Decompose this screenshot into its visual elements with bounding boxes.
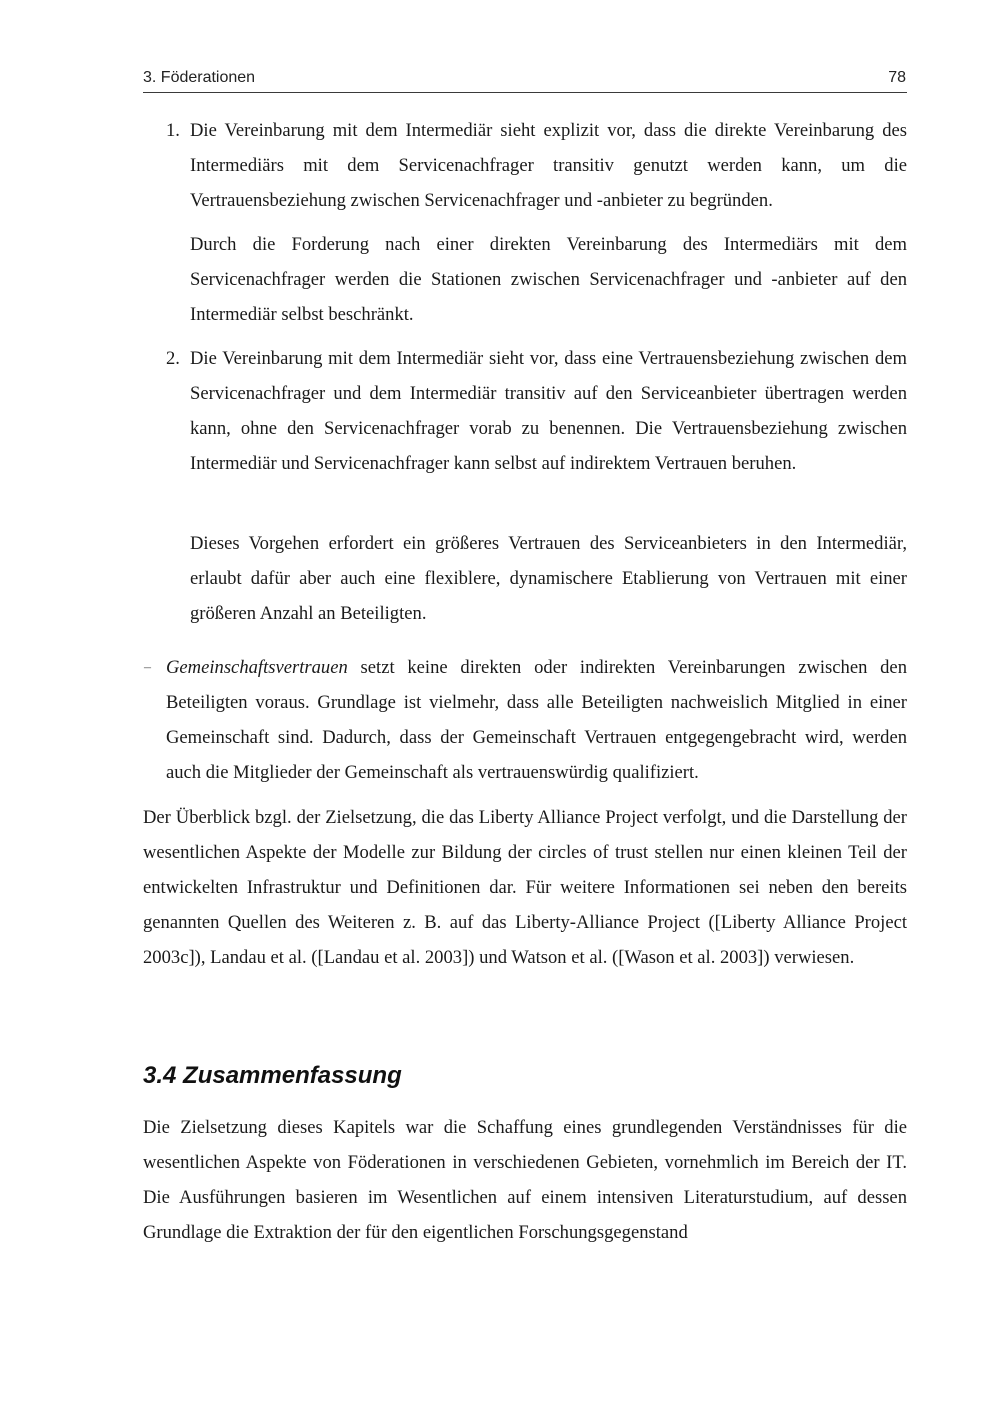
overview-paragraph: Der Überblick bzgl. der Zielsetzung, die das Liberty Alliance Project verfolgt, und die Darstellung der wesentlichen Aspekte der Modelle zur Bildung der circles of trust stellen nur einen kleinen Teil der entwickelten Infrastruktur und Definitionen dar. Für weitere Informationen sei neben den bereits genannten Quellen des Weiteren z. B. auf das Liberty-Alliance Project ([Liberty Alliance Project 2003c]), Landau et al. ([Landau et al. 2003]) und Watson et al. ([Wason et al. 2003]) verwiesen.: [143, 807, 907, 968]
list-number-1: 1.: [166, 120, 180, 141]
section-heading: 3.4 Zusammenfassung: [143, 1062, 402, 1089]
page-number: 78: [888, 69, 906, 86]
list-item-1-text: Die Vereinbarung mit dem Intermediär sieht explizit vor, dass die direkte Vereinbarung des Intermediärs mit dem Servicenachfrager transitiv genutzt werden kann, um die Vertrauensbeziehung zwischen Servicenachfrager und -anbieter zu begründen.: [190, 120, 907, 211]
bullet-term: Gemeinschaftsvertrauen: [166, 657, 348, 678]
bullet-marker: –: [144, 660, 151, 675]
section-paragraph: Die Zielsetzung dieses Kapitels war die Schaffung eines grundlegenden Verständnisses für die wesentlichen Aspekte von Föderationen in verschiedenen Gebieten, vornehmlich im Bereich der IT. Die Ausführungen basieren im Wesentlichen auf einem intensiven Literaturstudium, auf dessen Grundlage die Extraktion der für den eigentlichen Forschungsgegenstand: [143, 1117, 907, 1243]
list-item-1-followup: Durch die Forderung nach einer direkten Vereinbarung des Intermediärs mit dem Servicenachfrager werden die Stationen zwischen Servicenachfrager und -anbieter auf den Intermediär selbst beschränkt.: [190, 234, 907, 325]
bullet-text: setzt keine direkten oder indirekten Vereinbarungen zwischen den Beteiligten voraus. Grundlage ist vielmehr, dass alle Beteiligten nachweislich Mitglied in einer Gemeinschaft sind. Dadurch, dass der Gemeinschaft Vertrauen entgegengebracht wird, werden auch die Mitglieder der Gemeinschaft als vertrauenswürdig qualifiziert.: [166, 657, 907, 783]
list-item-2-text: Die Vereinbarung mit dem Intermediär sieht vor, dass eine Vertrauensbeziehung zwischen dem Servicenachfrager und dem Intermediär transitiv auf den Serviceanbieter übertragen werden kann, ohne den Servicenachfrager vorab zu benennen. Die Vertrauensbeziehung zwischen Intermediär und Servicenachfrager kann selbst auf indirektem Vertrauen beruhen.: [190, 348, 907, 474]
bullet-paragraph: [166, 650, 907, 790]
list-item-2-followup: Dieses Vorgehen erfordert ein größeres Vertrauen des Serviceanbieters in den Intermediär, erlaubt dafür aber auch eine flexiblere, dynamischere Etablierung von Vertrauen mit einer größeren Anzahl an Beteiligten.: [190, 533, 907, 624]
running-header: [143, 66, 907, 93]
chapter-title: 3. Föderationen: [143, 69, 256, 86]
list-number-2: 2.: [166, 348, 180, 369]
